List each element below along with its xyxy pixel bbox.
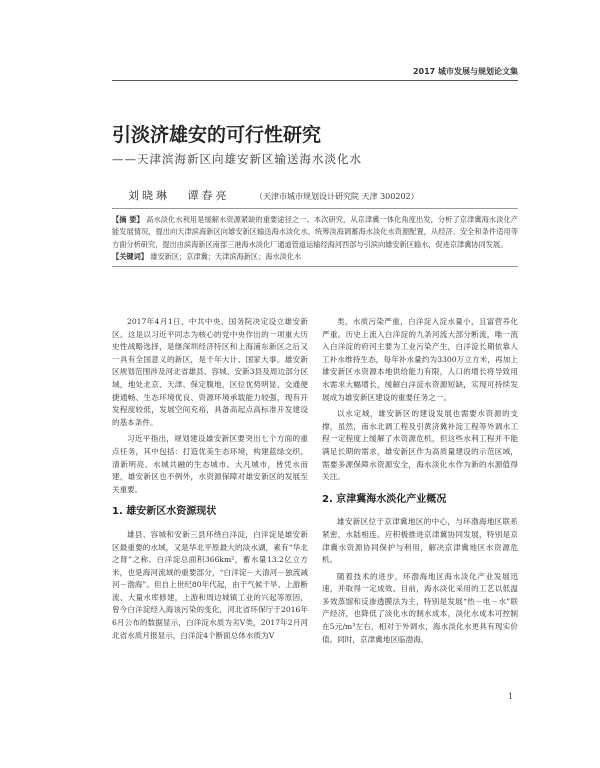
running-title: 2017 城市发展与规划论文集 [412,67,518,76]
body-paragraph: 随着技术的进步，环渤海地区海水淡化产业发展迅速，并取得一定成效。目前，海水淡化采用的工艺以低温多效蒸馏和反渗透膜法为主，特别是发展“热－电－水”联产经济，也降低了淡化水的制水成本，淡化水成本可控制在5元/m³左右，相对于外调水，海水淡化水更具有现实价值。同时，京津冀地区临渤海， [322,571,518,644]
page-number: 1 [508,692,514,701]
abstract-label: 【摘 要】 [112,215,144,224]
section-heading-1: 1. 雄安新区水资源现状 [112,506,217,518]
author-2: 谭春亮 [187,189,230,202]
article-title: 引淡济雄安的可行性研究 [112,124,322,146]
abstract [112,214,518,251]
body-paragraph: 雄安新区位于京津冀地区的中心，与环渤海地区联系紧密，水陆相连。应积极推进京津冀协同发展，特别是京津冀水资源协同保护与利用，解决京津冀地区水资源危机。 [322,517,518,565]
author-1: 刘晓琳 [128,189,170,202]
right-column [322,316,518,650]
running-header [112,62,518,81]
keywords [112,251,518,263]
body-paragraph: 类，水质污染严重，白洋淀入淀水量小，且富营养化严重。历史上流入白洋淀的九条河流大部分断流，唯一流入白洋淀的府河主要为工业污染产生，白洋淀长期依靠人工补水维持生态，每年补水量约为3300万立方米，再加上雄安新区水资源本地供给能力有限，人口的增长将导致用水需求大幅增长，缓解白洋淀水资源短缺，实现可持续发展成为雄安新区建设的重要任务之一。 [322,317,518,402]
abstract-text: 高水淡化水利用是缓解水资源紧缺的重要途径之一。本次研究，从京津冀一体化角度出发，分析了京津冀海水淡化产能发展情况，提出向天津滨海新区向雄安新区输送海水淡化水，统筹淡海调蓄海水淡化水资源配置，从经济、安全和条件适用等方面分析研究，提出由滨海新区南部三港海水淡化厂通道管道运输经海河西部与引滨向雄安新区输水，促进京津冀协同发展。 [112,215,518,249]
body-paragraph: 2017年4月1日，中共中央、国务院决定设立雄安新区。这是以习近平同志为核心的党中央作出的一项重大历史性战略选择，是继深圳经济特区和上海浦东新区之后又一具有全国意义的新区，是千年大计、国家大事。雄安新区规划范围涉及河北省雄县、容城、安新3县及周边部分区域，地处北京、天津、保定腹地，区位优势明显、交通便捷通畅、生态环境优良、资源环境承载能力较强，现有开发程度较低，发展空间充裕，具备高起点高标准开发建设的基本条件。 [112,317,308,427]
body-paragraph: 以水定城，雄安新区的建设发展也需要水资源的支撑，虽然，南水北调工程及引黄济冀补淀工程等外调水工程一定程度上缓解了水资源危机，但这些水利工程并不能满足长期的需求，雄安新区作为高质量建设的示范区域，需要多源保障水资源安全，海水淡化水作为新的水源值得关注。 [322,409,518,482]
article-subtitle: ——天津滨海新区向雄安新区输送海水淡化水 [112,152,362,166]
keywords-label: 【关键词】 [112,251,148,261]
body-paragraph: 习近平指出，规划建设雄安新区要突出七个方面的重点任务，其中包括：打造优美生态环境，构建蓝绿交织、清新明亮、水城共融的生态城市。大凡城市，皆凭水而建，雄安新区也不例外，水资源保障对雄安新区的发展至关重要。 [112,434,308,494]
author-line [128,187,419,203]
keywords-text: 雄安新区；京津冀；天津滨海新区；海水淡化水 [150,251,302,261]
left-column [112,316,308,646]
section-heading-2: 2. 京津冀海水淡化产业概况 [322,493,447,505]
abstract-block [112,208,518,267]
body-paragraph: 雄县、容城和安新三县环绕白洋淀，白洋淀是雄安新区最重要的水域，又是华北平原最大的淡水湖，素有“华北之肾”之称。白洋淀总面积366km²，蓄水量13.2亿立方米，也是海河流域的重要部分，“白洋淀－大清河－独流减河－渤海”。但自上世纪80年代起，由于气候干旱、上游断流、大量水库修建，上游和周边城镇工业的兴起等原因，曾今白洋淀经入海该污染的变化，河北省环保厅于2016年6月公布的数据显示，白洋淀水质为劣V类，2017年2月河北省水质月报显示，白洋淀4个断面总体水质为V [112,529,308,640]
affiliation: （天津市城市规划设计研究院 天津 300202） [255,192,419,201]
